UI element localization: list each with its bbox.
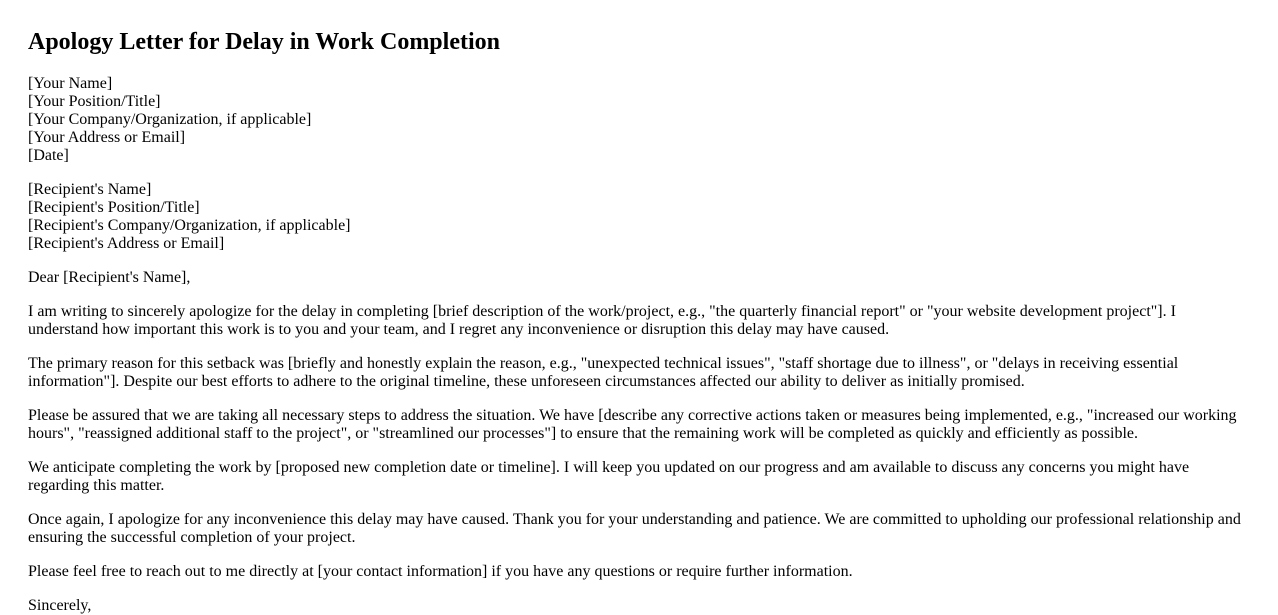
recipient-block [28, 181, 1250, 253]
page-title: Apology Letter for Delay in Work Completion [28, 29, 500, 55]
body-paragraph-closing-apology: Once again, I apologize for any inconvenience this delay may have caused. Thank you for your understanding and patience. We are committed to upholding our professional relationship and ensuring the successful completion of your project. [28, 511, 1241, 546]
sender-position: [Your Position/Title] [28, 93, 161, 110]
recipient-company: [Recipient's Company/Organization, if applicable] [28, 217, 351, 234]
body-paragraph-reason: The primary reason for this setback was [briefly and honestly explain the reason, e.g., "unexpected technical issues", "staff shortage due to illness", or "delays in receiving essential information"]. Despite our best efforts to adhere to the original timeline, these unforeseen circumstances affected our ability to deliver as initially promised. [28, 355, 1179, 390]
sender-company: [Your Company/Organization, if applicable] [28, 111, 312, 128]
recipient-name: [Recipient's Name] [28, 181, 152, 198]
sender-address: [Your Address or Email] [28, 129, 186, 146]
recipient-position: [Recipient's Position/Title] [28, 199, 200, 216]
body-paragraph-contact: Please feel free to reach out to me directly at [your contact information] if you have any questions or require further information. [28, 563, 853, 580]
recipient-address: [Recipient's Address or Email] [28, 235, 225, 252]
sender-name: [Your Name] [28, 75, 113, 92]
body-paragraph-actions: Please be assured that we are taking all necessary steps to address the situation. We have [describe any corrective actions taken or measures being implemented, e.g., "increased our working hours", "reassigned additional staff to the project", or "streamlined our processes"] to ensure that the remaining work will be completed as quickly and efficiently as possible. [28, 407, 1237, 442]
salutation: Dear [Recipient's Name], [28, 269, 191, 286]
body-paragraph-timeline: We anticipate completing the work by [proposed new completion date or timeline]. I will keep you updated on our progress and am available to discuss any concerns you might have regarding this matter. [28, 459, 1190, 494]
sender-date: [Date] [28, 147, 69, 164]
closing-line: Sincerely, [28, 597, 92, 614]
sender-block [28, 75, 1250, 165]
body-paragraph-apology: I am writing to sincerely apologize for the delay in completing [brief description of the work/project, e.g., "the quarterly financial report" or "your website development project"]. I understand how important this work is to you and your team, and I regret any inconvenience or disruption this delay may have caused. [28, 303, 1176, 338]
